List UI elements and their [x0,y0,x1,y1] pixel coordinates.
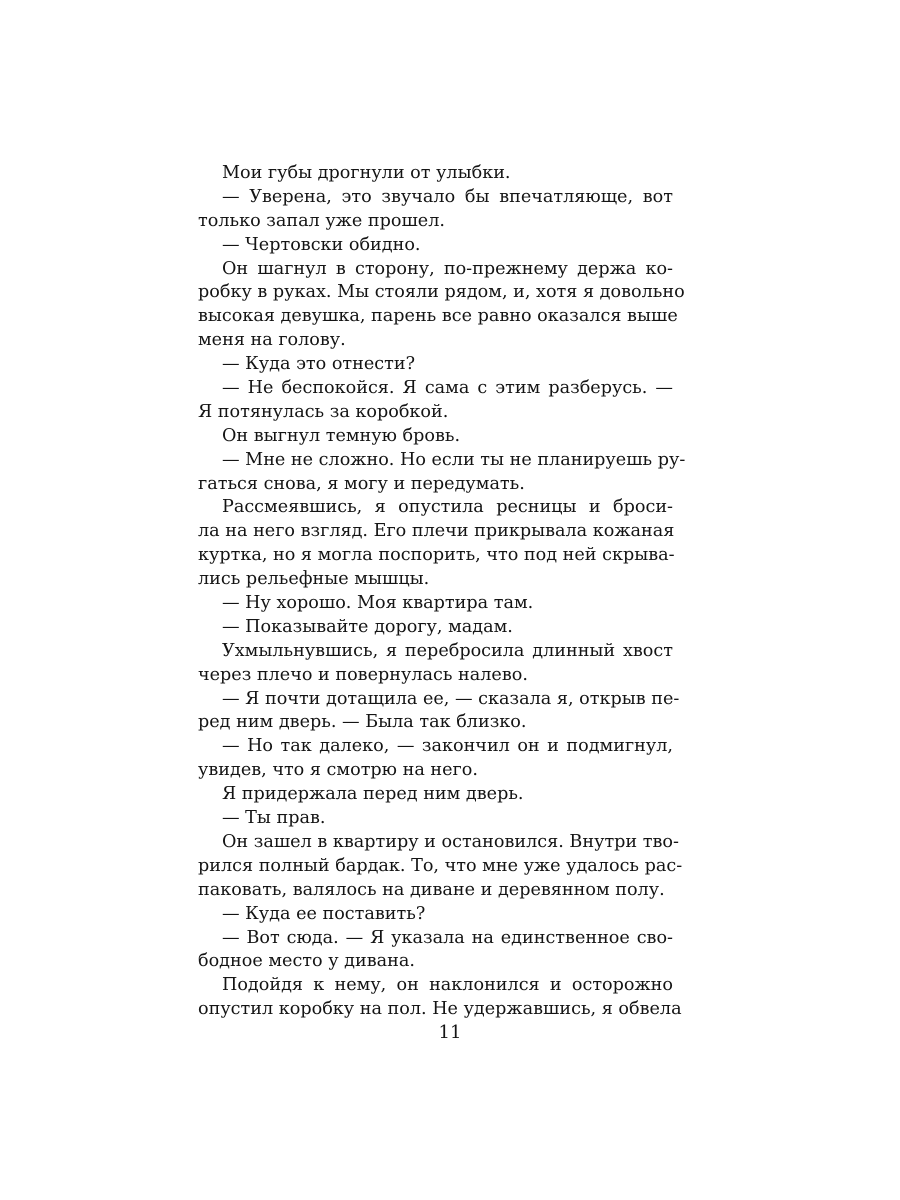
text-line: Ухмыльнувшись, я перебросила длинный хвост [222,640,673,661]
text-line: Я потянулась за коробкой. [198,401,449,422]
text-line: — Ты прав. [222,808,326,829]
text-line: — Ну хорошо. Моя квартира там. [222,593,534,614]
page-number: 11 [438,1022,462,1043]
text-line: робку в руках. Мы стояли рядом, и, хотя я довольно [198,282,685,303]
text-line: — Уверена, это звучало бы впечатляюще, вот [222,186,673,207]
text-line: через плечо и повернулась налево. [198,664,528,685]
text-line: — Но так далеко, — закончил он и подмигнул, [222,736,673,757]
text-line: Я придержала перед ним дверь. [222,784,524,805]
text-line: Мои губы дрогнули от улыбки. [222,163,511,183]
text-line: — Показывайте дорогу, мадам. [222,616,513,637]
text-line: — Чертовски обидно. [222,234,421,255]
text-line: бодное место у дивана. [198,951,415,972]
text-line: Подойдя к нему, он наклонился и осторожно [222,975,673,996]
text-line: — Я почти дотащила ее, — сказала я, открыв пе- [222,688,680,709]
text-line: ред ним дверь. — Была так близко. [198,712,527,733]
text-line: опустил коробку на пол. Не удержавшись, я обвела [198,999,682,1020]
text-line: ла на него взгляд. Его плечи прикрывала кожаная [198,521,675,542]
text-line: только запал уже прошел. [198,210,445,231]
text-line: Он шагнул в сторону, по-прежнему держа ко- [222,258,673,279]
text-line: — Не беспокойся. Я сама с этим разберусь. — [222,378,673,399]
text-line: — Куда это отнести? [222,354,416,375]
text-line: куртка, но я могла поспорить, что под ней скрыва- [198,545,675,566]
text-line: Он выгнул темную бровь. [222,425,461,446]
text-line: высокая девушка, парень все равно оказался выше [198,306,678,327]
text-line: увидев, что я смотрю на него. [198,760,478,781]
text-line: гаться снова, я могу и передумать. [198,473,525,494]
text-line: Рассмеявшись, я опустила ресницы и броси- [222,497,673,518]
text-line: — Вот сюда. — Я указала на единственное сво- [222,927,673,948]
text-line: — Мне не сложно. Но если ты не планируешь ру- [222,449,686,470]
text-line: — Куда ее поставить? [222,903,426,924]
text-line: лись рельефные мышцы. [198,569,430,590]
body-text [198,162,686,1022]
text-line: Он зашел в квартиру и остановился. Внутри тво- [222,831,679,852]
text-line: рился полный бардак. То, что мне уже удалось рас- [198,855,683,876]
text-line: меня на голову. [198,330,346,351]
text-line: паковать, валялось на диване и деревянном полу. [198,879,665,900]
